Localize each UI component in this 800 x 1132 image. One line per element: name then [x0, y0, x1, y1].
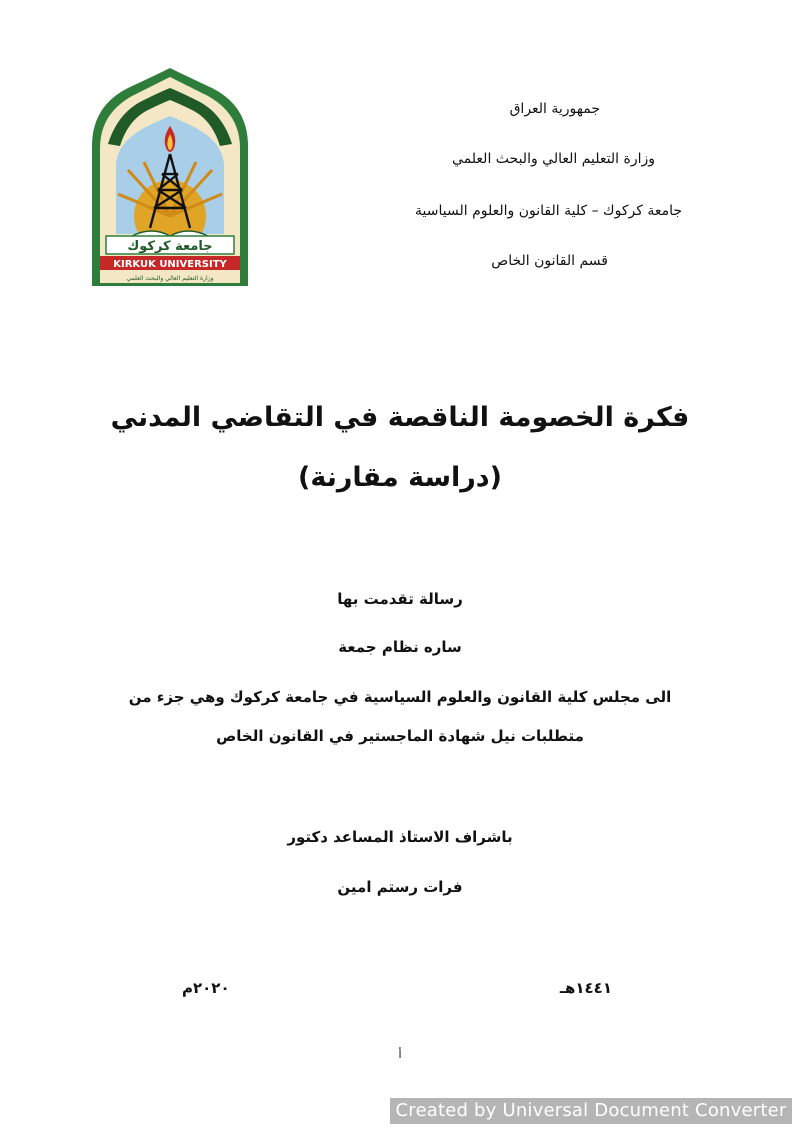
thesis-title: فكرة الخصومة الناقصة في التقاضي المدني	[110, 402, 690, 433]
logo-ministry: وزارة التعليم العالي والبحث العلمي	[126, 275, 214, 282]
council-line-2: متطلبات نيل شهادة الماجستير في القانون الخاص	[216, 727, 584, 745]
header-republic: جمهورية العراق	[509, 101, 600, 117]
hijri-date: ١٤٤١هـ	[559, 979, 612, 997]
supervision-label: باشراف الاستاذ المساعد دكتور	[287, 828, 513, 846]
logo-arabic-name: جامعة كركوك	[127, 239, 213, 254]
gregorian-date: ٢٠٢٠م	[182, 979, 230, 997]
kirkuk-university-logo	[88, 66, 252, 288]
header-ministry: وزارة التعليم العالي والبحث العلمي	[452, 151, 655, 167]
header-department: قسم القانون الخاص	[491, 253, 608, 269]
converter-watermark: Created by Universal Document Converter	[390, 1098, 792, 1124]
author-name: ساره نظام جمعة	[338, 638, 462, 656]
page-number: أ	[398, 1048, 402, 1061]
logo-english-name: KIRKUK UNIVERSITY	[113, 259, 227, 270]
header-university: جامعة كركوك – كلية القانون والعلوم السياسية	[415, 203, 682, 219]
thesis-subtitle: (دراسة مقارنة)	[297, 462, 502, 493]
council-line-1: الى مجلس كلية القانون والعلوم السياسية في جامعة كركوك وهي جزء من	[128, 688, 672, 706]
supervisor-name: فرات رستم امين	[337, 878, 463, 896]
submitted-by-label: رسالة تقدمت بها	[337, 590, 463, 608]
